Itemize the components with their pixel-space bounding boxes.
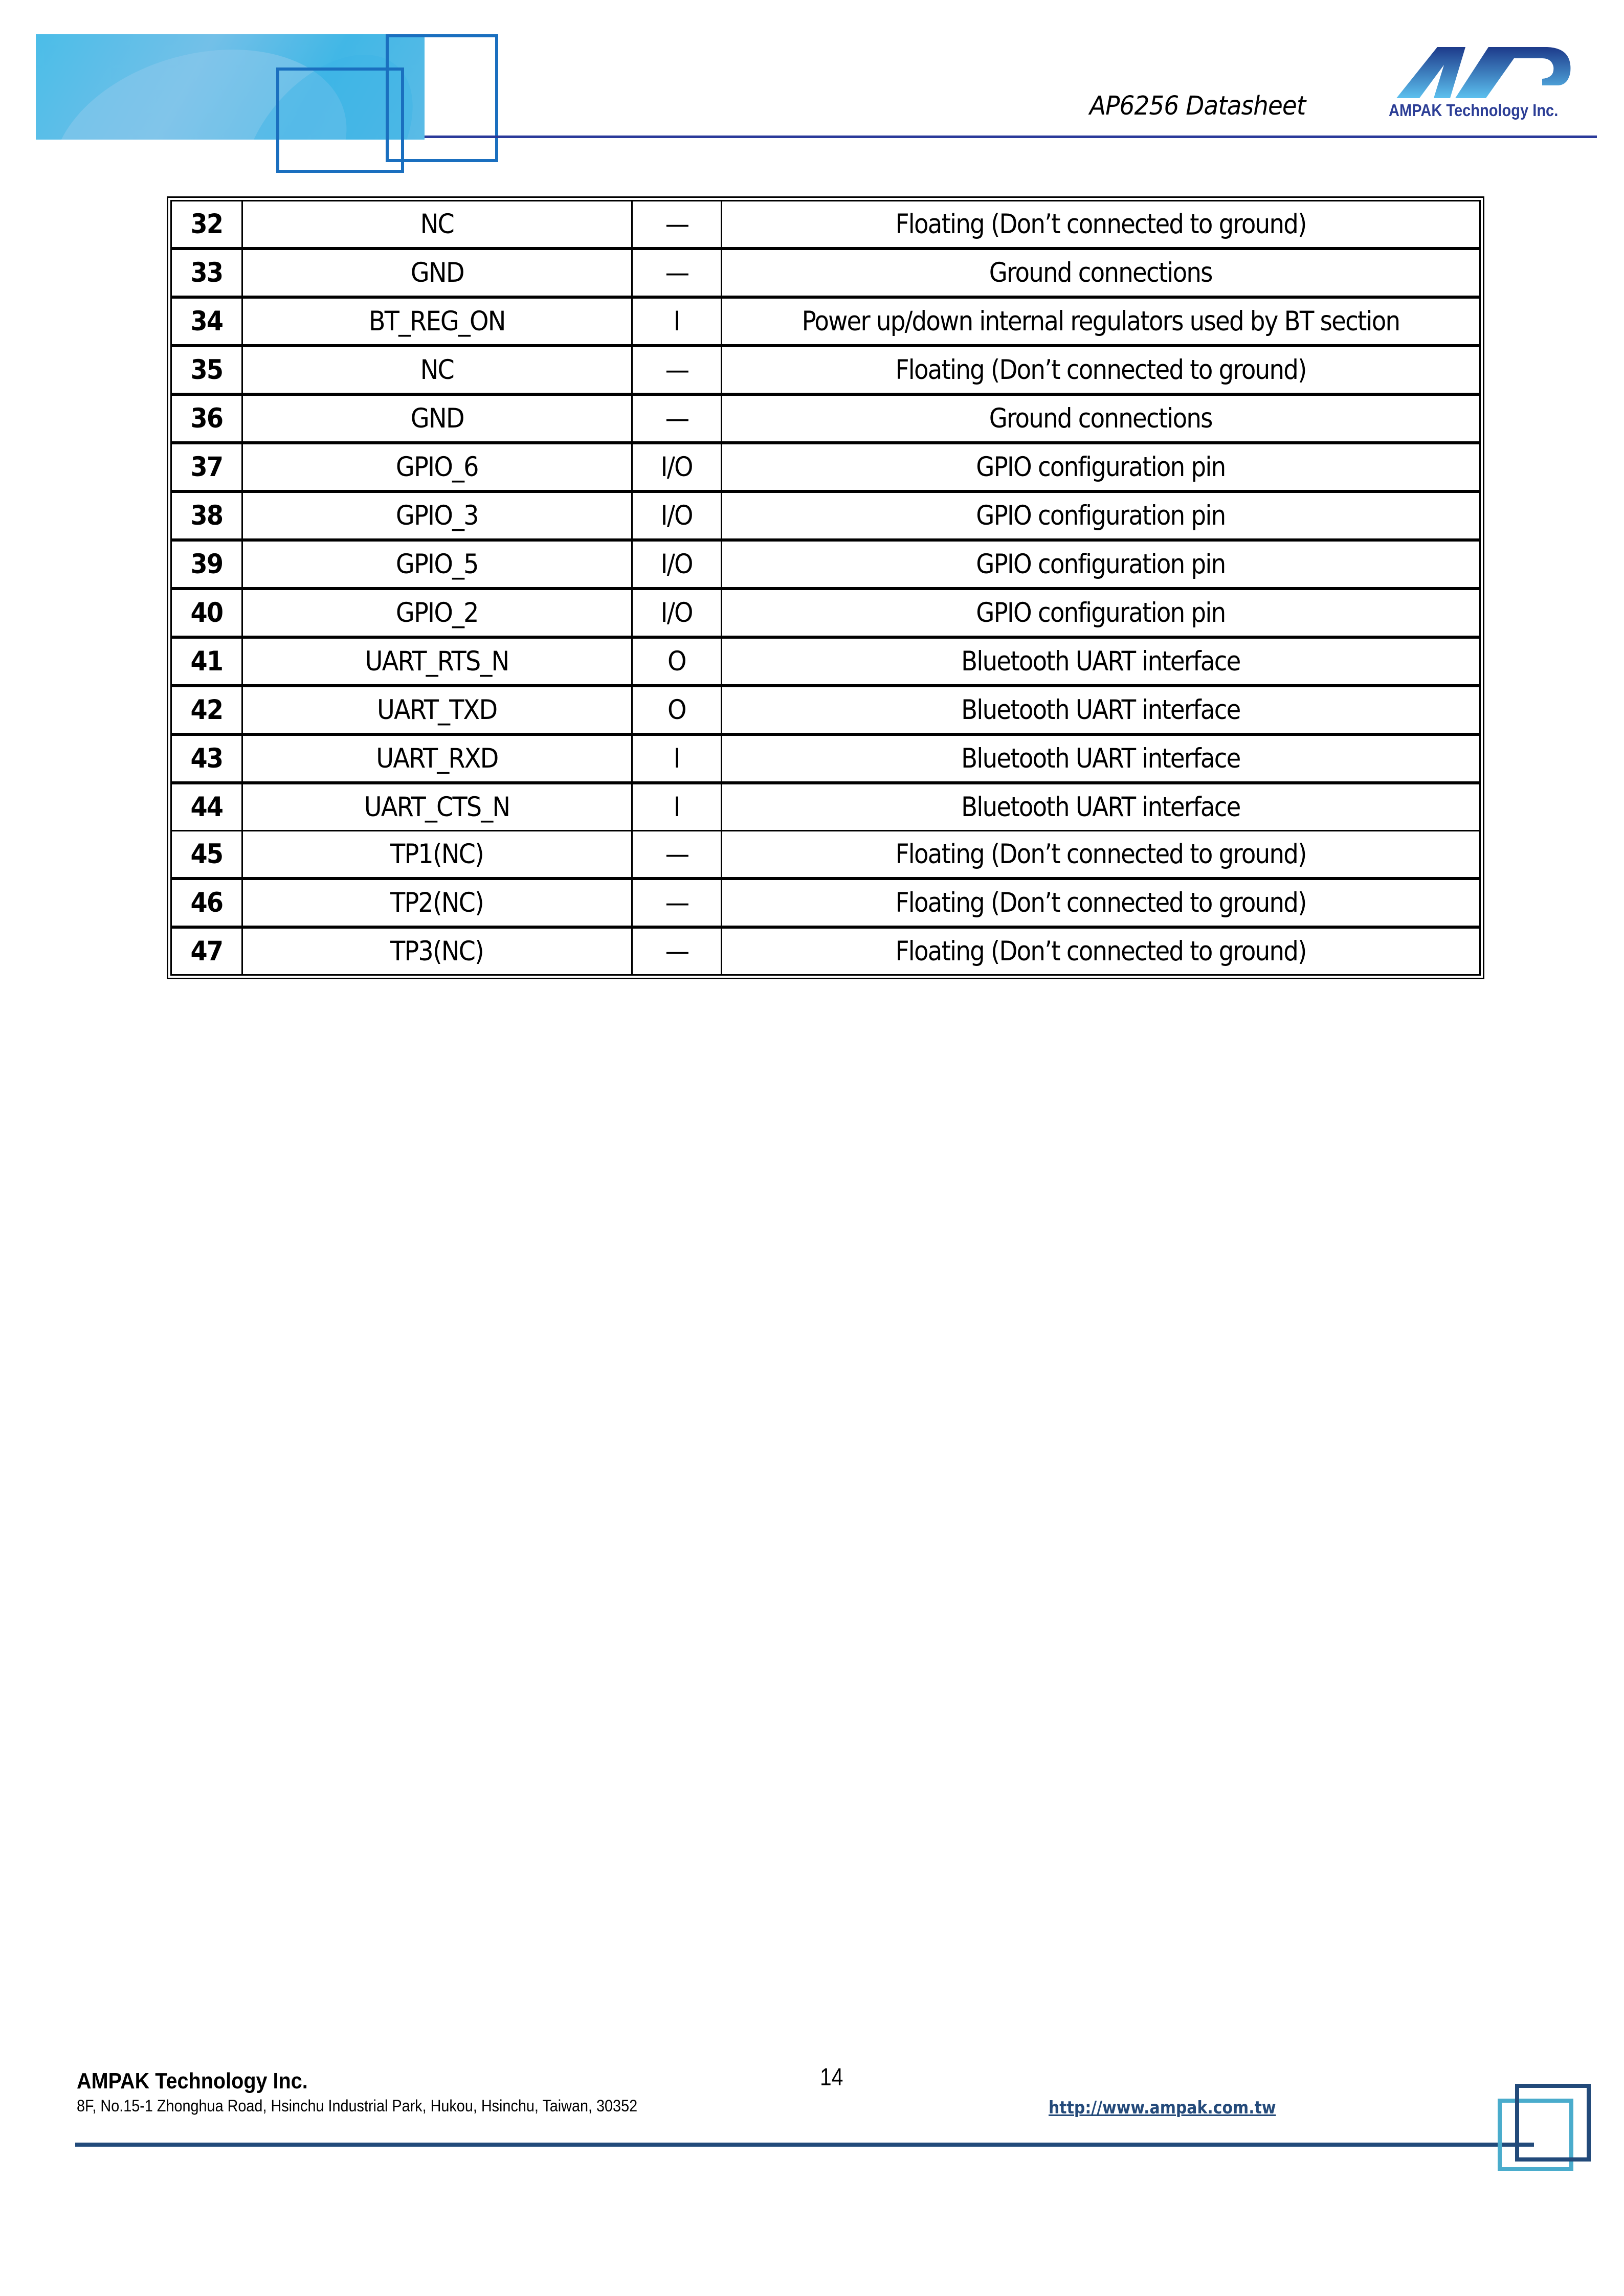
- website-link[interactable]: http://www.ampak.com.tw: [1049, 2098, 1276, 2118]
- pin-description-cell-text: GPIO configuration pin: [976, 549, 1226, 580]
- pin-number-cell-text: 36: [190, 403, 223, 434]
- pin-type-cell: [632, 637, 722, 686]
- pin-name-cell: [242, 491, 632, 540]
- pin-number-cell-text: 47: [190, 936, 223, 967]
- pin-name-cell-text: NC: [420, 209, 454, 240]
- pin-name-cell: [242, 589, 632, 637]
- pin-name-cell-text: GPIO_3: [396, 500, 478, 531]
- pin-name-cell-text: TP1(NC): [390, 839, 484, 870]
- pin-name-cell: [242, 831, 632, 879]
- pin-description-cell-text: GPIO configuration pin: [976, 452, 1226, 483]
- pin-name-cell: [242, 201, 632, 249]
- table-row: [171, 686, 1480, 734]
- pin-name-cell: [242, 637, 632, 686]
- header-square-decoration: [276, 67, 404, 173]
- pin-table: [170, 200, 1481, 976]
- pin-number-cell: [171, 201, 242, 249]
- pin-number-cell: [171, 831, 242, 879]
- table-row: [171, 783, 1480, 831]
- pin-description-cell: [722, 783, 1480, 831]
- pin-number-cell: [171, 637, 242, 686]
- pin-type-cell-text: I/O: [660, 452, 693, 483]
- table-row: [171, 879, 1480, 927]
- pin-name-cell: [242, 686, 632, 734]
- pin-name-cell-text: GPIO_6: [396, 452, 478, 483]
- pin-name-cell-text: GND: [410, 257, 464, 288]
- table-row: [171, 831, 1480, 879]
- pin-type-cell: [632, 589, 722, 637]
- pin-number-cell-text: 43: [190, 743, 223, 774]
- pin-number-cell: [171, 491, 242, 540]
- pin-number-cell: [171, 686, 242, 734]
- pin-number-cell-text: 38: [190, 500, 223, 531]
- pin-number-cell: [171, 540, 242, 589]
- pin-type-cell-text: —: [665, 839, 688, 870]
- footer-address: 8F, No.15-1 Zhonghua Road, Hsinchu Industrial Park, Hukou, Hsinchu, Taiwan, 30352: [77, 2097, 638, 2115]
- pin-type-cell-text: I/O: [660, 597, 693, 628]
- pin-name-cell-text: TP3(NC): [390, 936, 484, 967]
- pin-number-cell-text: 37: [190, 452, 223, 483]
- ampak-logo-icon: [1389, 42, 1583, 98]
- pin-name-cell: [242, 443, 632, 491]
- pin-name-cell: [242, 394, 632, 443]
- pin-name-cell-text: BT_REG_ON: [369, 306, 505, 337]
- pin-description-cell: [722, 686, 1480, 734]
- pin-number-cell-text: 33: [190, 257, 223, 288]
- pin-number-cell-text: 42: [190, 694, 223, 726]
- pin-type-cell: [632, 491, 722, 540]
- pin-type-cell: [632, 540, 722, 589]
- pin-description-cell-text: Bluetooth UART interface: [961, 694, 1240, 726]
- pin-description-cell: [722, 491, 1480, 540]
- table-row: [171, 927, 1480, 975]
- pin-name-cell: [242, 346, 632, 394]
- pin-description-cell: [722, 394, 1480, 443]
- pin-type-cell-text: —: [665, 403, 688, 434]
- pin-type-cell-text: —: [665, 257, 688, 288]
- pin-type-cell-text: I: [673, 792, 680, 823]
- pin-number-cell-text: 40: [190, 597, 223, 628]
- pin-name-cell-text: NC: [420, 354, 454, 386]
- pin-number-cell-text: 46: [190, 887, 223, 918]
- pin-number-cell-text: 44: [190, 792, 223, 823]
- pin-description-cell-text: GPIO configuration pin: [976, 500, 1226, 531]
- pin-type-cell-text: —: [665, 936, 688, 967]
- footer-rule: [75, 2143, 1534, 2147]
- pin-type-cell: [632, 831, 722, 879]
- pin-type-cell: [632, 879, 722, 927]
- pin-type-cell-text: O: [668, 646, 686, 677]
- header-square-decoration: [386, 34, 498, 162]
- table-row: [171, 346, 1480, 394]
- pin-description-cell: [722, 249, 1480, 297]
- company-logo: [1389, 42, 1583, 124]
- footer-company-name: AMPAK Technology Inc.: [77, 2068, 308, 2094]
- table-row: [171, 637, 1480, 686]
- pin-type-cell: [632, 297, 722, 346]
- pin-type-cell: [632, 394, 722, 443]
- pin-number-cell: [171, 297, 242, 346]
- pin-name-cell: [242, 927, 632, 975]
- pin-description-cell-text: Ground connections: [989, 257, 1212, 288]
- table-row: [171, 249, 1480, 297]
- pin-number-cell: [171, 734, 242, 783]
- pin-description-cell: [722, 540, 1480, 589]
- pin-type-cell: [632, 686, 722, 734]
- pin-number-cell-text: 34: [190, 306, 223, 337]
- pin-description-cell: [722, 201, 1480, 249]
- pin-number-cell: [171, 394, 242, 443]
- pin-name-cell-text: GPIO_5: [396, 549, 478, 580]
- pin-description-cell-text: Power up/down internal regulators used by BT section: [802, 306, 1400, 337]
- pin-type-cell: [632, 201, 722, 249]
- pin-type-cell-text: —: [665, 354, 688, 386]
- pin-number-cell: [171, 783, 242, 831]
- table-row: [171, 491, 1480, 540]
- pin-description-cell-text: Bluetooth UART interface: [961, 646, 1240, 677]
- table-row: [171, 734, 1480, 783]
- pin-description-cell-text: Ground connections: [989, 403, 1212, 434]
- table-row: [171, 589, 1480, 637]
- pin-description-cell-text: GPIO configuration pin: [976, 597, 1226, 628]
- pin-type-cell: [632, 927, 722, 975]
- pin-description-cell: [722, 831, 1480, 879]
- pin-description-cell-text: Bluetooth UART interface: [961, 792, 1240, 823]
- pin-name-cell-text: TP2(NC): [390, 887, 484, 918]
- table-row: [171, 297, 1480, 346]
- pin-number-cell-text: 32: [190, 209, 223, 240]
- pin-type-cell: [632, 443, 722, 491]
- page-number: 14: [820, 2064, 843, 2091]
- pin-description-cell-text: Floating (Don’t connected to ground): [895, 936, 1306, 967]
- pin-name-cell-text: GPIO_2: [396, 597, 478, 628]
- pin-name-cell-text: UART_TXD: [377, 694, 497, 726]
- pin-description-cell: [722, 346, 1480, 394]
- pin-type-cell-text: —: [665, 209, 688, 240]
- pin-description-cell: [722, 589, 1480, 637]
- pin-description-cell-text: Floating (Don’t connected to ground): [895, 354, 1306, 386]
- pin-description-cell: [722, 297, 1480, 346]
- pin-number-cell: [171, 249, 242, 297]
- pin-type-cell-text: O: [668, 694, 686, 726]
- pin-description-cell: [722, 879, 1480, 927]
- pin-name-cell: [242, 249, 632, 297]
- logo-text: AMPAK Technology Inc.: [1389, 101, 1559, 120]
- pin-type-cell-text: I: [673, 306, 680, 337]
- pin-name-cell: [242, 783, 632, 831]
- document-title: AP6256 Datasheet: [1089, 91, 1306, 121]
- table-row: [171, 201, 1480, 249]
- pin-name-cell: [242, 297, 632, 346]
- pin-type-cell-text: I: [673, 743, 680, 774]
- pin-name-cell-text: GND: [410, 403, 464, 434]
- pin-description-cell: [722, 443, 1480, 491]
- pin-name-cell-text: UART_CTS_N: [364, 792, 510, 823]
- footer-square-decoration: [1515, 2084, 1591, 2162]
- pin-description-cell: [722, 927, 1480, 975]
- pin-description-cell-text: Bluetooth UART interface: [961, 743, 1240, 774]
- pin-description-cell-text: Floating (Don’t connected to ground): [895, 209, 1306, 240]
- pin-description-cell-text: Floating (Don’t connected to ground): [895, 839, 1306, 870]
- pin-number-cell-text: 45: [190, 839, 223, 870]
- pin-name-cell: [242, 540, 632, 589]
- table-row: [171, 540, 1480, 589]
- pin-type-cell: [632, 249, 722, 297]
- pin-number-cell: [171, 879, 242, 927]
- pin-type-cell-text: I/O: [660, 549, 693, 580]
- pin-description-cell-text: Floating (Don’t connected to ground): [895, 887, 1306, 918]
- pin-name-cell-text: UART_RXD: [376, 743, 498, 774]
- pin-type-cell-text: I/O: [660, 500, 693, 531]
- table-row: [171, 443, 1480, 491]
- pin-type-cell-text: —: [665, 887, 688, 918]
- pin-type-cell: [632, 734, 722, 783]
- pin-description-cell: [722, 734, 1480, 783]
- pin-number-cell-text: 41: [190, 646, 223, 677]
- pin-number-cell-text: 35: [190, 354, 223, 386]
- pin-number-cell: [171, 346, 242, 394]
- pin-number-cell: [171, 927, 242, 975]
- table-row: [171, 394, 1480, 443]
- header-rule: [425, 136, 1597, 138]
- pin-definition-table: [167, 196, 1484, 979]
- pin-number-cell-text: 39: [190, 549, 223, 580]
- pin-type-cell: [632, 346, 722, 394]
- pin-number-cell: [171, 589, 242, 637]
- pin-name-cell: [242, 734, 632, 783]
- pin-name-cell-text: UART_RTS_N: [365, 646, 509, 677]
- pin-name-cell: [242, 879, 632, 927]
- pin-type-cell: [632, 783, 722, 831]
- pin-number-cell: [171, 443, 242, 491]
- pin-description-cell: [722, 637, 1480, 686]
